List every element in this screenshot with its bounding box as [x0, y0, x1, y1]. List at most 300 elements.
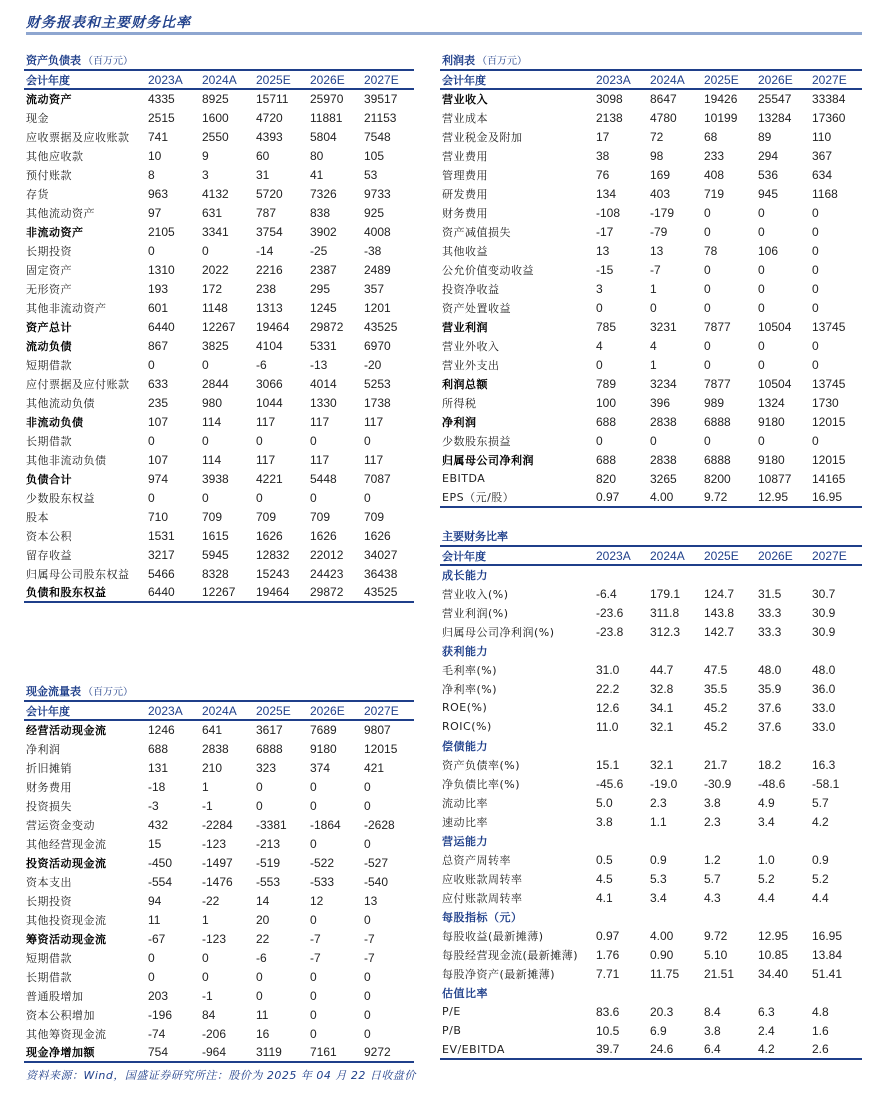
row-value: 1.0 — [758, 852, 775, 867]
table-row — [440, 203, 862, 222]
row-value: 0 — [310, 969, 317, 984]
row-value: 3.4 — [650, 890, 667, 905]
row-label: 营业费用 — [442, 149, 488, 163]
balance-sheet-title — [26, 52, 133, 68]
row-value: 5945 — [202, 547, 229, 562]
row-value — [700, 831, 754, 850]
row-value: 2.6 — [808, 1040, 862, 1059]
table-row — [24, 488, 414, 507]
row-value: 2838 — [650, 414, 677, 429]
row-value: 38 — [596, 148, 610, 163]
table-row — [440, 469, 862, 488]
row-value: 4.2 — [754, 1040, 808, 1059]
row-value: -206 — [202, 1026, 227, 1041]
row-label: 资产总计 — [26, 320, 72, 334]
row-value: 719 — [704, 186, 725, 201]
table-row — [440, 717, 862, 736]
row-value: 30.7 — [812, 586, 836, 601]
table-row — [440, 945, 862, 964]
row-label: 营业外支出 — [442, 358, 500, 372]
row-label: 负债和股东权益 — [24, 583, 144, 602]
row-value: 3066 — [256, 376, 283, 391]
row-value: 35.5 — [704, 681, 728, 696]
row-value — [646, 641, 700, 660]
row-label: 投资活动现金流 — [26, 856, 107, 870]
row-value: 235 — [148, 395, 169, 410]
row-value: -553 — [256, 874, 281, 889]
table-row — [440, 298, 862, 317]
row-value: 0 — [364, 779, 371, 794]
table-row — [440, 926, 862, 945]
row-value: -38 — [364, 243, 382, 258]
row-value: 12832 — [256, 547, 290, 562]
row-label: 净利润 — [442, 415, 477, 429]
row-value: 1.76 — [596, 947, 620, 962]
row-label: 非流动资产 — [26, 225, 84, 239]
row-value: 1 — [202, 779, 209, 794]
row-value: 709 — [364, 509, 385, 524]
row-value: 84 — [202, 1007, 216, 1022]
row-value: 18.2 — [758, 757, 782, 772]
row-label: 财务费用 — [26, 780, 72, 794]
row-value: 0 — [812, 205, 819, 220]
income-statement-unit: （百万元） — [477, 56, 527, 67]
row-value: 0 — [148, 433, 155, 448]
row-value: 169 — [650, 167, 671, 182]
row-value: 24.6 — [646, 1040, 700, 1059]
row-value — [700, 736, 754, 755]
row-label: 其他经营现金流 — [26, 837, 107, 851]
row-value: 1 — [650, 281, 657, 296]
row-value: -3 — [148, 798, 159, 813]
row-value: 710 — [148, 509, 169, 524]
table-row — [24, 241, 414, 260]
row-value: 0 — [812, 224, 819, 239]
row-value: 294 — [758, 148, 779, 163]
table-row — [440, 146, 862, 165]
column-header: 2024A — [198, 701, 252, 720]
row-value: 0.9 — [812, 852, 829, 867]
row-value: 4 — [596, 338, 603, 353]
table-row — [440, 907, 862, 926]
row-value: 0 — [148, 490, 155, 505]
row-value: 0 — [364, 798, 371, 813]
row-value: 117 — [256, 452, 276, 467]
row-value: -45.6 — [596, 776, 624, 791]
row-value: 22 — [256, 931, 270, 946]
row-value: 9180 — [758, 414, 785, 429]
row-value: -2284 — [202, 817, 233, 832]
row-value: 117 — [256, 414, 276, 429]
row-value: 13 — [650, 243, 664, 258]
row-value: -6.4 — [596, 586, 617, 601]
row-label: 公允价值变动收益 — [442, 263, 534, 277]
row-value: 13 — [596, 243, 610, 258]
table-row — [440, 108, 862, 127]
row-value: 5.3 — [650, 871, 667, 886]
table-row — [440, 260, 862, 279]
row-value: 7087 — [364, 471, 391, 486]
row-value: 3902 — [310, 224, 337, 239]
table-row — [24, 184, 414, 203]
row-value: 39.7 — [592, 1040, 646, 1059]
row-value — [592, 907, 646, 926]
row-value: -48.6 — [758, 776, 786, 791]
row-value: -7 — [650, 262, 661, 277]
row-value — [592, 983, 646, 1002]
row-value: 0 — [650, 300, 657, 315]
row-value: -519 — [256, 855, 281, 870]
row-value: 80 — [310, 148, 324, 163]
row-value: 925 — [364, 205, 385, 220]
table-header-row — [24, 70, 414, 89]
row-label: 应收票据及应收账款 — [26, 130, 130, 144]
row-value: 107 — [148, 414, 169, 429]
row-value: 9.72 — [700, 488, 754, 507]
row-value: 10877 — [758, 471, 792, 486]
row-value: 0 — [256, 779, 263, 794]
row-value: 311.8 — [650, 605, 680, 620]
row-value: 4720 — [256, 110, 283, 125]
table-row — [24, 853, 414, 872]
row-value: 0 — [812, 433, 819, 448]
row-label: 预付账款 — [26, 168, 72, 182]
row-value: 601 — [148, 300, 169, 315]
row-value: 19426 — [704, 92, 738, 106]
row-label: 成长能力 — [442, 569, 488, 582]
row-value: 3217 — [148, 547, 175, 562]
row-value: 19464 — [256, 319, 290, 334]
table-row — [24, 739, 414, 758]
row-value: 974 — [148, 471, 169, 486]
row-label: 流动比率 — [442, 796, 488, 810]
row-value — [646, 831, 700, 850]
row-value: -450 — [148, 855, 173, 870]
row-label: 归属母公司股东权益 — [26, 567, 130, 581]
row-value: 13 — [364, 893, 378, 908]
row-value: -1497 — [202, 855, 233, 870]
row-value: 295 — [310, 281, 331, 296]
table-row — [24, 317, 414, 336]
row-value: 0.97 — [592, 488, 646, 507]
row-value: 9.72 — [704, 928, 728, 943]
row-value: 688 — [596, 414, 617, 429]
row-value: 12015 — [812, 452, 846, 467]
row-value: 210 — [202, 760, 223, 775]
row-label: 长期借款 — [26, 970, 72, 984]
row-value: 33.3 — [758, 605, 782, 620]
row-value: 41 — [310, 167, 324, 182]
cash-flow-table — [24, 700, 414, 1063]
row-value: 2105 — [148, 224, 175, 239]
column-header: 2023A — [144, 701, 198, 720]
row-label: 研发费用 — [442, 187, 488, 201]
row-value: 5448 — [310, 471, 337, 486]
row-value: 3119 — [252, 1043, 306, 1062]
row-value: 0 — [704, 281, 711, 296]
table-row — [24, 834, 414, 853]
row-value: 10504 — [758, 319, 792, 334]
row-value: 1 — [650, 357, 657, 372]
column-header: 2025E — [252, 70, 306, 89]
row-value: 0 — [310, 798, 317, 813]
row-value: 1310 — [148, 262, 175, 277]
row-value: 432 — [148, 817, 169, 832]
row-value: 0 — [650, 433, 657, 448]
row-value: 17 — [596, 129, 610, 144]
row-value: -3381 — [256, 817, 287, 832]
row-value: 0 — [256, 988, 263, 1003]
row-value: 3754 — [256, 224, 283, 239]
row-value: 31.5 — [758, 586, 782, 601]
row-value: -1864 — [310, 817, 341, 832]
table-row — [24, 260, 414, 279]
table-row — [24, 967, 414, 986]
row-value: -540 — [364, 874, 389, 889]
row-label: 应付票据及应付账款 — [26, 377, 130, 391]
row-value: 4393 — [256, 129, 283, 144]
row-value: 15243 — [256, 566, 290, 581]
row-value: 5.7 — [704, 871, 721, 886]
row-value: -30.9 — [704, 776, 732, 791]
row-value: 0.90 — [650, 947, 674, 962]
row-value: 117 — [310, 452, 330, 467]
row-value — [808, 907, 862, 926]
row-label: 每股经营现金流(最新摊薄) — [442, 948, 579, 962]
table-row — [440, 622, 862, 641]
row-label: ROIC(%) — [442, 720, 492, 733]
row-value: 13.84 — [812, 947, 843, 962]
row-value — [646, 983, 700, 1002]
row-value: 6.3 — [758, 1004, 775, 1019]
row-value: 4.00 — [650, 928, 674, 943]
row-label: 财务费用 — [442, 206, 488, 220]
row-value: 8 — [148, 167, 155, 182]
row-value: 35.9 — [758, 681, 782, 696]
column-header: 2027E — [360, 70, 414, 89]
row-label: 利润总额 — [442, 377, 488, 391]
table-row — [440, 774, 862, 793]
row-value — [646, 565, 700, 584]
row-value — [700, 983, 754, 1002]
row-label: 长期投资 — [26, 244, 72, 258]
table-row — [24, 796, 414, 815]
row-value: 1615 — [202, 528, 229, 543]
row-value: 1 — [202, 912, 209, 927]
row-value: 5331 — [310, 338, 337, 353]
row-value: 8647 — [650, 92, 677, 106]
row-label: 少数股东权益 — [26, 491, 95, 505]
row-value: -67 — [148, 931, 166, 946]
row-value: -7 — [364, 950, 375, 965]
row-value: 709 — [256, 509, 277, 524]
row-value: 4.4 — [812, 890, 829, 905]
row-value: 5466 — [148, 566, 175, 581]
table-row — [440, 964, 862, 983]
row-value: 7877 — [704, 319, 731, 334]
column-header: 2023A — [592, 70, 646, 89]
row-value: 114 — [202, 452, 222, 467]
row-value: -1476 — [202, 874, 233, 889]
row-value: 37.6 — [758, 700, 782, 715]
row-label: 每股净资产(最新摊薄) — [442, 967, 556, 981]
row-value: 10.5 — [596, 1023, 620, 1038]
row-label: 流动资产 — [26, 93, 72, 106]
row-value: 11 — [256, 1007, 269, 1022]
row-label: 其他收益 — [442, 244, 488, 258]
row-value: 5.10 — [704, 947, 728, 962]
row-value: 12 — [310, 893, 324, 908]
table-row — [24, 108, 414, 127]
row-value: 22.2 — [596, 681, 620, 696]
table-row — [24, 222, 414, 241]
row-value: 15711 — [256, 92, 289, 106]
row-value: 4780 — [650, 110, 677, 125]
row-value: 89 — [758, 129, 772, 144]
row-value: 787 — [256, 205, 277, 220]
row-value: 11 — [148, 912, 161, 927]
table-row — [440, 317, 862, 336]
table-row — [440, 1021, 862, 1040]
table-row — [24, 336, 414, 355]
row-value: 114 — [202, 414, 222, 429]
row-label: 经营活动现金流 — [26, 724, 107, 737]
row-value — [700, 907, 754, 926]
row-value: 0.9 — [650, 852, 667, 867]
row-label: 资本支出 — [26, 875, 72, 889]
row-value: 12.95 — [754, 488, 808, 507]
row-label: 其他应收款 — [26, 149, 84, 163]
row-value: 4.5 — [596, 871, 613, 886]
row-value: 124.7 — [704, 586, 735, 601]
column-header: 2025E — [700, 546, 754, 565]
row-value: 9 — [202, 148, 209, 163]
row-value: -79 — [650, 224, 668, 239]
row-value: 53 — [364, 167, 378, 182]
row-label: 营业收入 — [442, 93, 488, 106]
row-value: 10199 — [704, 110, 738, 125]
row-value: 980 — [202, 395, 223, 410]
row-value: 3617 — [256, 723, 283, 737]
row-value: 0 — [812, 262, 819, 277]
row-value: 4.3 — [704, 890, 721, 905]
row-value: 0 — [758, 224, 765, 239]
row-label: EV/EBITDA — [440, 1040, 592, 1059]
row-value: 0 — [256, 433, 263, 448]
ratios-title-text: 主要财务比率 — [442, 530, 508, 543]
title-divider — [26, 32, 862, 35]
row-value: 8925 — [202, 92, 229, 106]
row-value: 1626 — [310, 528, 337, 543]
row-value — [592, 736, 646, 755]
table-row — [24, 758, 414, 777]
row-value: 1.6 — [812, 1023, 829, 1038]
row-value: 3 — [202, 167, 209, 182]
row-value: 5.2 — [812, 871, 829, 886]
row-value: 2838 — [202, 741, 229, 756]
table-row — [440, 165, 862, 184]
row-value: 0 — [148, 357, 155, 372]
row-label: 营业利润(%) — [442, 606, 509, 620]
row-value: 3.4 — [758, 814, 775, 829]
table-row — [440, 336, 862, 355]
row-value: 15 — [148, 836, 162, 851]
row-value: 867 — [148, 338, 169, 353]
row-label: 无形资产 — [26, 282, 72, 296]
column-header: 2025E — [700, 70, 754, 89]
row-label: 流动负债 — [26, 339, 72, 353]
row-value: 2838 — [650, 452, 677, 467]
row-value: 367 — [812, 148, 833, 163]
row-value: 4014 — [310, 376, 337, 391]
row-label: 所得税 — [442, 396, 477, 410]
row-value: 6440 — [148, 319, 175, 334]
row-value: -7 — [310, 950, 321, 965]
row-label: 长期借款 — [26, 434, 72, 448]
row-value: 193 — [148, 281, 169, 296]
row-value: -554 — [148, 874, 173, 889]
row-label: 净利润 — [26, 742, 61, 756]
row-label: 其他非流动负债 — [26, 453, 107, 467]
row-label: 少数股东损益 — [442, 434, 511, 448]
row-value: 21.51 — [704, 966, 735, 981]
table-row — [24, 393, 414, 412]
table-header-row — [440, 546, 862, 565]
row-value: 76 — [596, 167, 610, 182]
row-label: 归属母公司净利润 — [442, 453, 534, 467]
row-value — [808, 983, 862, 1002]
row-value: 6.9 — [650, 1023, 667, 1038]
row-value: 16.95 — [812, 928, 843, 943]
row-value: 72 — [650, 129, 664, 144]
income-statement-table — [440, 69, 862, 508]
row-value: 1600 — [202, 110, 229, 125]
row-value: 24423 — [310, 566, 344, 581]
row-value — [754, 641, 808, 660]
row-value: 1531 — [148, 528, 175, 543]
row-value: 29872 — [306, 583, 360, 602]
row-value: 0 — [596, 433, 603, 448]
row-value: 0 — [812, 281, 819, 296]
row-value: 0 — [704, 357, 711, 372]
table-row — [440, 184, 862, 203]
row-value: 7548 — [364, 129, 391, 144]
table-row — [24, 146, 414, 165]
cash-flow-unit: （百万元） — [83, 687, 133, 698]
row-value: 9180 — [310, 741, 337, 756]
row-value: 1246 — [148, 723, 175, 737]
row-value: 12267 — [202, 319, 236, 334]
table-row — [24, 526, 414, 545]
table-row — [440, 127, 862, 146]
row-value: -1 — [202, 798, 213, 813]
row-value: 68 — [704, 129, 718, 144]
row-value: 374 — [310, 760, 331, 775]
table-row — [440, 1002, 862, 1021]
row-value: 8.4 — [704, 1004, 721, 1019]
row-value: 10.85 — [758, 947, 789, 962]
income-statement-title — [442, 52, 527, 68]
row-value: 2.3 — [704, 814, 721, 829]
row-value: 0 — [202, 357, 209, 372]
balance-sheet-table — [24, 69, 414, 603]
row-value: 1245 — [310, 300, 337, 315]
row-value: 403 — [650, 186, 671, 201]
row-value: 4335 — [148, 92, 175, 106]
row-value: 0 — [364, 1026, 371, 1041]
row-label: P/E — [442, 1005, 461, 1018]
row-value — [592, 565, 646, 584]
